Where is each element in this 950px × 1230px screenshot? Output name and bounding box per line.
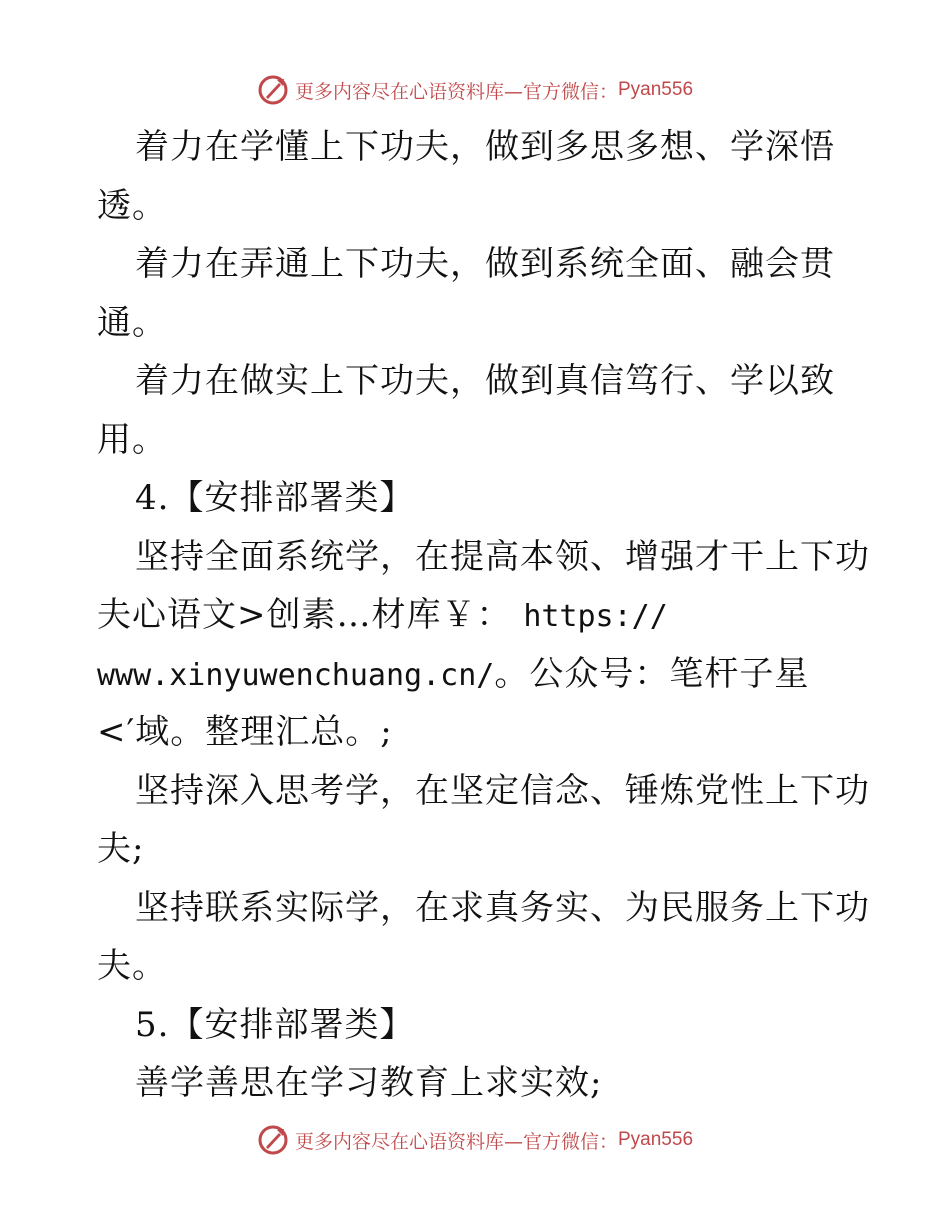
text-line: 夫。 [97,946,167,986]
text-line: 着力在学懂上下功夫，做到多思多想、学深悟 [135,127,835,167]
section-heading: 4.【安排部署类】 [135,478,415,518]
url-text: www.xinyuwenchuang.cn/ [97,657,495,693]
text-line: 用。 [97,419,167,460]
footer-banner-text: 更多内容尽在心语资料库—官方微信： [294,1130,618,1153]
text-line: 通。 [97,302,167,343]
header-wechat-id: Pyan556 [618,79,694,100]
text-fragment: 夫心语文>创素…材库￥： [97,595,512,635]
text-line: 善学善思在学习教育上求实效; [135,1063,603,1103]
text-line: 着力在弄通上下功夫，做到系统全面、融会贯 [135,244,835,284]
header-banner-text: 更多内容尽在心语资料库—官方微信： [294,80,618,103]
text-fragment: 。公众号：笔杆子星 [494,653,810,694]
text-line: <′域。整理汇总。; [97,712,393,752]
url-fragment: https:// [523,599,668,634]
quill-logo-icon [257,74,289,106]
text-line: 坚持深入思考学，在坚定信念、锤炼党性上下功 [135,770,870,811]
text-line: 透。 [97,185,167,226]
footer-wechat-id: Pyan556 [618,1129,694,1150]
text-line: 坚持联系实际学，在求真务实、为民服务上下功 [135,887,870,928]
header-banner [0,70,950,110]
footer-banner [0,1120,950,1160]
text-line: 夫; [97,829,145,869]
text-line [97,645,867,704]
quill-logo-icon [257,1124,289,1156]
section-heading: 5.【安排部署类】 [135,1004,415,1045]
document-body [97,118,870,1113]
text-line: 坚持全面系统学，在提高本领、增强才干上下功 [135,536,870,577]
text-line [97,586,867,645]
text-line: 着力在做实上下功夫，做到真信笃行、学以致 [135,361,835,401]
